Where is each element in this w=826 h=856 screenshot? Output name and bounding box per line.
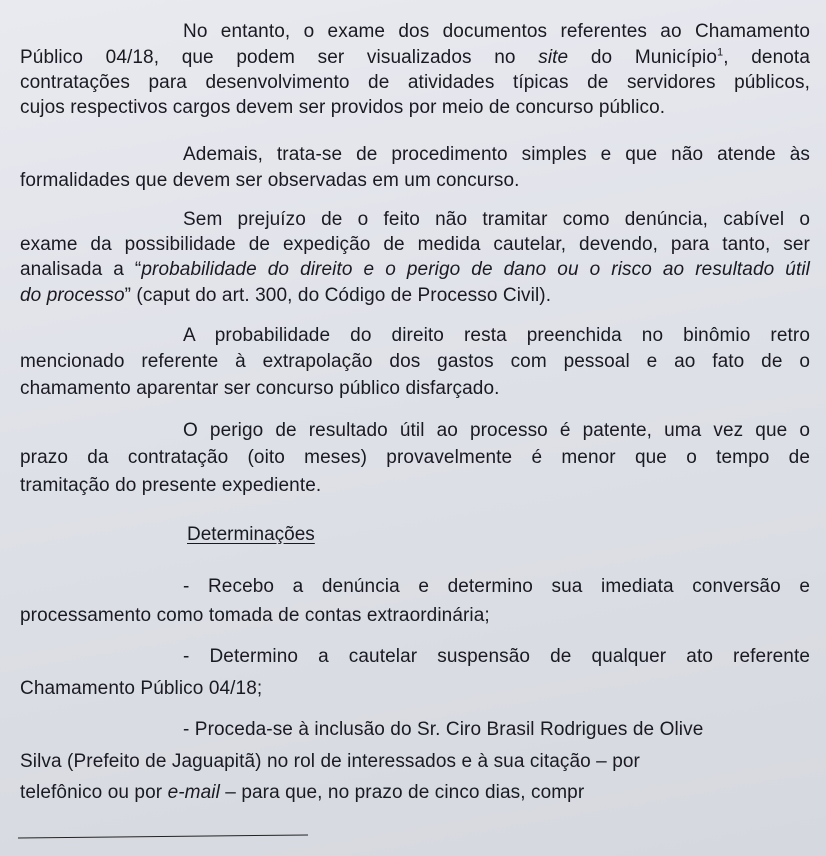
text-line: Ademais, trata-se de procedimento simples e que não atende às [183, 144, 810, 165]
text-line: Chamamento Público 04/18; [20, 678, 263, 699]
text-line: - Recebo a denúncia e determino sua imediata conversão e [183, 576, 810, 597]
text-line: Silva (Prefeito de Jaguapitã) no rol de interessados e à sua citação – por [20, 751, 640, 772]
text-line: A probabilidade do direito resta preenchida no binômio retro [183, 325, 810, 346]
text-line: exame da possibilidade de expedição de medida cautelar, devendo, para tanto, ser [20, 234, 810, 255]
text-line: contratações para desenvolvimento de atividades típicas de servidores públicos, [20, 72, 810, 93]
text-line: telefônico ou por e-mail – para que, no prazo de cinco dias, compr [20, 782, 585, 803]
footnote-separator-line [18, 834, 308, 838]
text-line: mencionado referente à extrapolação dos gastos com pessoal e ao fato de o [20, 351, 810, 372]
footnote-marker: 1 [717, 46, 724, 59]
text-line: chamamento aparentar ser concurso público disfarçado. [20, 378, 500, 399]
text-line: analisada a “probabilidade do direito e o perigo de dano ou o risco ao resultado útil [20, 259, 810, 280]
section-heading-determinacoes: Determinações [187, 524, 315, 545]
text-line: - Proceda-se à inclusão do Sr. Ciro Brasil Rodrigues de Olive [183, 719, 704, 740]
text-line: - Determino a cautelar suspensão de qualquer ato referente [183, 646, 810, 667]
text-line: processamento como tomada de contas extraordinária; [20, 605, 490, 626]
text-line: do processo” (caput do art. 300, do Código de Processo Civil). [20, 285, 552, 306]
text-line: tramitação do presente expediente. [20, 475, 322, 496]
text-line: cujos respectivos cargos devem ser providos por meio de concurso público. [20, 97, 666, 118]
text-line: O perigo de resultado útil ao processo é patente, uma vez que o [183, 420, 810, 441]
text-line: Sem prejuízo de o feito não tramitar como denúncia, cabível o [183, 209, 810, 230]
text-line: No entanto, o exame dos documentos referentes ao Chamamento [183, 21, 810, 42]
text-line: Público 04/18, que podem ser visualizados no site do Município$^1$, denota [20, 46, 810, 68]
text-line: prazo da contratação (oito meses) provavelmente é menor que o tempo de [20, 447, 810, 468]
text-line: formalidades que devem ser observadas em um concurso. [20, 170, 520, 191]
